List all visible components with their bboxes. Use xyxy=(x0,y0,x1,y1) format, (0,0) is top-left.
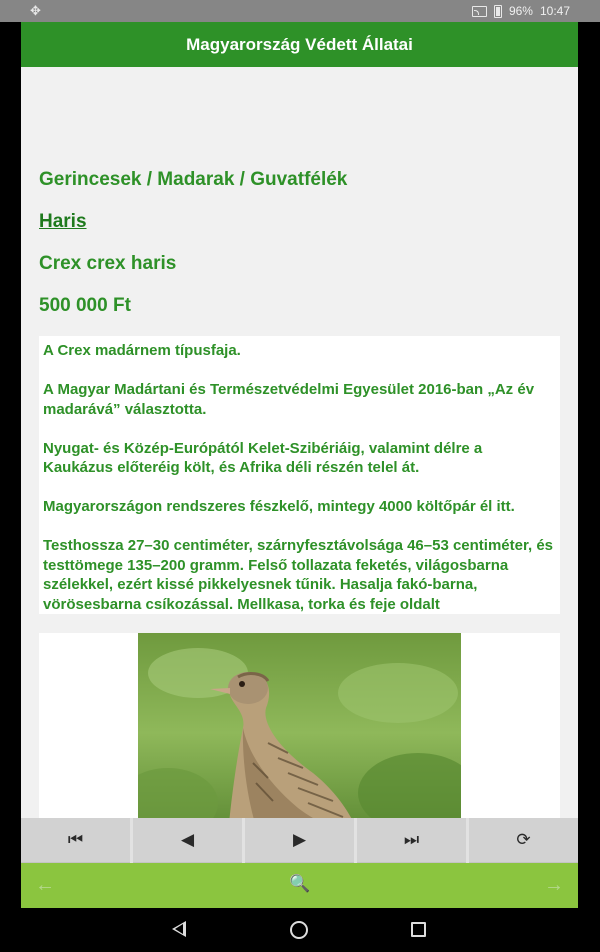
skip-first-icon: ⏮ xyxy=(67,830,84,849)
nav-toolbar xyxy=(21,818,578,863)
bottom-bar xyxy=(21,863,578,908)
animal-name-link[interactable]: Haris xyxy=(39,211,87,232)
battery-percent: 96% xyxy=(508,4,533,18)
forward-arrow-icon[interactable]: → xyxy=(544,874,564,896)
description-paragraph: A Magyar Madártani és Természetvédelmi Egyesület 2016-ban „Az év madarává” választotta. xyxy=(43,381,535,418)
play-left-icon: ◀ xyxy=(180,830,195,849)
system-nav-bar xyxy=(0,908,600,952)
description-box[interactable] xyxy=(39,336,560,614)
battery-icon xyxy=(494,5,502,18)
description-paragraph: A Crex madárnem típusfaja. xyxy=(43,342,241,359)
description-paragraph: Nyugat- és Közép-Európától Kelet-Szibériáig, valamint délre a Kaukázus előteréig költ, és Afrika déli részén telel át. xyxy=(43,439,483,476)
app-title: Magyarország Védett Állatai xyxy=(186,34,413,54)
clock: 10:47 xyxy=(539,4,570,18)
taxonomy-breadcrumb: Gerincesek / Madarak / Guvatfélék xyxy=(39,169,348,190)
last-button[interactable] xyxy=(357,818,466,863)
next-button[interactable] xyxy=(245,818,354,863)
content-scroll[interactable] xyxy=(21,67,578,818)
status-right xyxy=(472,4,570,18)
bird-photo xyxy=(138,633,461,818)
image-container xyxy=(39,633,560,818)
description-paragraph: Magyarországon rendszeres fészkelő, mintegy 4000 költőpár él itt. xyxy=(43,498,515,515)
description-paragraph: Testhossza 27–30 centiméter, szárnyfesztávolsága 46–53 centiméter, és testtömege 135–200 gramm. Felső tollazata feketés, világosbarna szélekkel, ezért kissé pikkelyesnek tűnik. Hasalja fakó-barna, vörösesbarna csíkozással. Mellkasa, torka és feje oldalt xyxy=(43,537,554,613)
first-button[interactable] xyxy=(21,818,130,863)
skip-last-icon: ⏭ xyxy=(403,830,420,849)
system-back-icon[interactable] xyxy=(172,921,186,937)
search-icon[interactable]: 🔍 xyxy=(289,874,311,893)
back-arrow-icon[interactable]: ← xyxy=(35,874,55,896)
refresh-icon: ⟳ xyxy=(516,830,531,849)
latin-name: Crex crex haris xyxy=(39,253,177,274)
play-right-icon: ▶ xyxy=(292,830,307,849)
refresh-button[interactable] xyxy=(469,818,578,863)
price: 500 000 Ft xyxy=(39,295,131,316)
move-icon: ✥ xyxy=(30,3,41,18)
app-bar xyxy=(21,22,578,67)
previous-button[interactable] xyxy=(133,818,242,863)
cast-icon xyxy=(472,6,487,17)
status-bar xyxy=(0,0,600,22)
system-home-icon[interactable] xyxy=(290,921,308,939)
system-recents-icon[interactable] xyxy=(411,922,426,937)
app-window xyxy=(21,22,578,908)
